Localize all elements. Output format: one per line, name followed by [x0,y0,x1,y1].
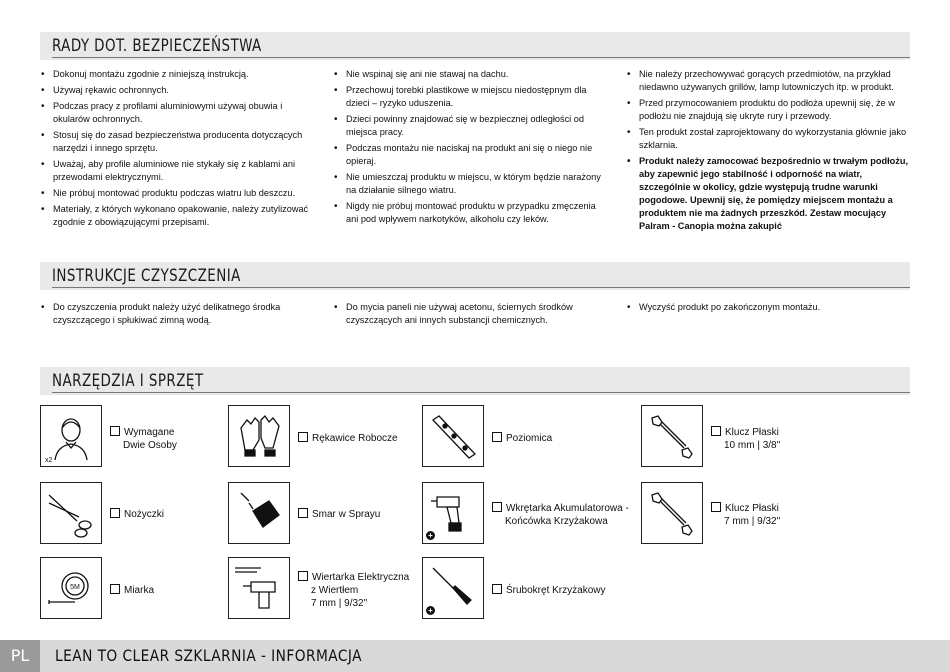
divider [52,57,910,58]
checkbox[interactable] [711,502,721,512]
checkbox[interactable] [298,508,308,518]
checkbox[interactable] [492,432,502,442]
tool-name: Wkrętarka Akumulatorowa - [506,503,629,514]
list-item: • Podczas montażu nie naciskaj na produkt ani się o niego nie opieraj. [333,142,605,168]
list-item: • Dzieci powinny znajdować się w bezpiecznej odległości od miejsca pracy. [333,113,605,139]
cleaning-column-3 [626,301,910,317]
checkbox[interactable] [298,571,308,581]
tool-name: Klucz Płaski [725,503,779,514]
tool-name: Miarka [124,585,155,596]
phillips-bit-icon: + [426,531,435,540]
tools-title: NARZĘDZIA I SPRZĘT [52,371,204,391]
list-item: • Materiały, z których wykonano opakowanie, należy zutylizować zgodnie z obowiązującymi przepisami. [40,203,310,229]
person-count-badge: x2 [45,457,53,464]
divider [52,287,910,288]
tool-name: Nożyczki [124,509,165,520]
language-tab: PL [0,640,40,672]
cleaning-title: INSTRUKCJE CZYSZCZENIA [52,266,241,286]
scissors-icon [40,482,102,544]
tool-name: Klucz Płaski [725,427,779,438]
tool-name: Poziomica [506,433,553,444]
list-item: • Do czyszczenia produkt należy użyć delikatnego środka czyszczącego i spłukiwać zimną wodą. [40,301,310,327]
list-item: • Podczas pracy z profilami aluminiowymi używaj obuwia i okularów ochronnych. [40,100,310,126]
cleaning-section-header [40,262,910,290]
checkbox[interactable] [492,502,502,512]
tool-name: Smar w Sprayu [312,509,381,520]
tool-detail: Końcówka Krzyżakowa [505,516,608,527]
safety-title: RADY DOT. BEZPIECZEŃSTWA [52,36,262,56]
safety-column-1 [40,68,310,232]
tool-label [110,584,154,597]
tool-label [298,432,398,445]
tool-label [711,502,780,528]
cleaning-column-1 [40,301,310,330]
list-item: • Nie próbuj montować produktu podczas wiatru lub deszczu. [40,187,310,200]
gloves-icon [228,405,290,467]
tool-label [492,502,629,528]
tool-detail: 10 mm | 3/8" [724,440,781,451]
checkbox[interactable] [711,426,721,436]
electric-drill-icon [228,557,290,619]
footer-title: LEAN TO CLEAR SZKLARNIA - INFORMACJA [55,646,363,665]
list-item: • Do mycia paneli nie używaj acetonu, ściernych środków czyszczących ani innych substancji chemicznych. [333,301,605,327]
list-item: • Używaj rękawic ochronnych. [40,84,310,97]
level-icon [422,405,484,467]
list-item: • Nie należy przechowywać gorących przedmiotów, na przykład niedawno używanych grillów, lamp lutowniczych itp. w produkt. [626,68,910,94]
list-item: • Dokonuj montażu zgodnie z niniejszą instrukcją. [40,68,310,81]
list-item: • Stosuj się do zasad bezpieczeństwa producenta dotyczących narzędzi i innego sprzętu. [40,129,310,155]
checkbox[interactable] [492,584,502,594]
two-persons-icon [40,405,102,467]
phillips-bit-icon: + [426,606,435,615]
checkbox[interactable] [298,432,308,442]
tool-label [110,426,177,452]
checkbox[interactable] [110,584,120,594]
cordless-drill-icon [422,482,484,544]
list-item: • Nigdy nie próbuj montować produktu w przypadku zmęczenia ani pod wpływem narkotyków, alkoholu czy leków. [333,200,605,226]
tool-name: Wiertarka Elektryczna [312,572,410,583]
safety-column-2 [333,68,605,229]
tool-detail: z Wiertłem [311,585,359,596]
wrench-icon [641,405,703,467]
screwdriver-icon [422,557,484,619]
tools-section-header [40,367,910,395]
list-item: • Uważaj, aby profile aluminiowe nie stykały się z kablami ani przewodami elektrycznymi. [40,158,310,184]
list-item-bold: • Produkt należy zamocować bezpośrednio w trwałym podłożu, aby zapewnić jego stabilność i odporność na wiatr, szczególnie w okolicy, gdzie występują trudne warunki pogodowe. Upewnij się, że pomiędzy miejscem montażu a produktem nie ma żadnych przeszkód. Zestaw mocujący Palram - Canopia można zakupić [626,155,910,233]
tool-label [492,584,605,597]
tool-label [298,508,380,521]
cleaning-column-2 [333,301,605,330]
list-item: • Ten produkt został zaprojektowany do wykorzystania głównie jako szklarnia. [626,126,910,152]
divider [52,392,910,393]
tool-detail: 7 mm | 9/32" [724,516,781,527]
list-item: • Wyczyść produkt po zakończonym montażu. [626,301,910,314]
list-item: • Przechowuj torebki plastikowe w miejscu niedostępnym dla dzieci – ryzyko uduszenia. [333,84,605,110]
wrench-icon [641,482,703,544]
checkbox[interactable] [110,508,120,518]
tape-measure-text: 5M [70,584,80,591]
tool-detail: Dwie Osoby [123,440,177,451]
checkbox[interactable] [110,426,120,436]
list-item: • Nie wspinaj się ani nie stawaj na dachu. [333,68,605,81]
tool-name: Śrubokręt Krzyżakowy [506,585,606,596]
safety-section-header [40,32,910,60]
tool-name: Rękawice Robocze [312,433,398,444]
list-item: • Przed przymocowaniem produktu do podłoża upewnij się, że w podłożu nie znajdują się ukryte rury i przewody. [626,97,910,123]
tool-label [298,571,409,610]
tool-name: Wymagane [124,427,175,438]
tool-label [110,508,164,521]
tool-detail: 7 mm | 9/32" [311,598,368,609]
spray-can-icon [228,482,290,544]
page-footer [0,640,950,672]
safety-column-3 [626,68,910,236]
tape-measure-icon [40,557,102,619]
tool-label [711,426,780,452]
list-item: • Nie umieszczaj produktu w miejscu, w którym będzie narażony na działanie silnego wiatru. [333,171,605,197]
tool-label [492,432,552,445]
